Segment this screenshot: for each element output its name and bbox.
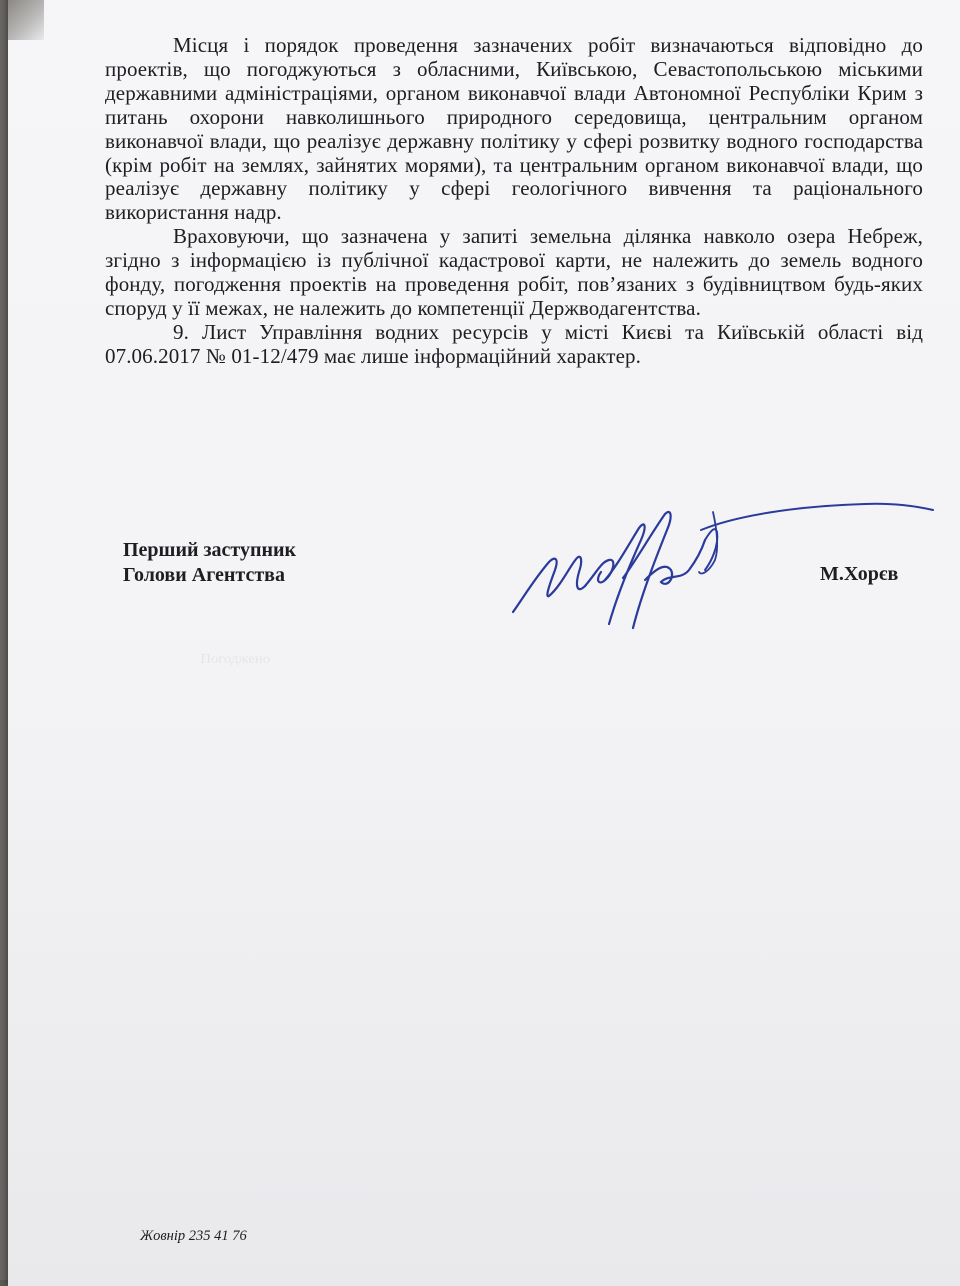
signatory-name: М.Хорєв [820,563,899,585]
executor-contact: Жовнір 235 41 76 [140,1228,247,1244]
signature-stroke-tall-2 [623,512,671,628]
letter-body [105,34,923,369]
signature-stroke-m [513,557,585,612]
paragraph-letter-reference: 9. Лист Управління водних ресурсів у місті Києві та Київській області від 07.06.2017 № 01-12/479 має лише інформаційний характер. [105,319,923,368]
position-line-1: Перший заступник [123,539,297,561]
signatory-position [123,538,296,588]
position-line-2: Голови Агентства [123,564,285,586]
faint-bleed-through-text: Погоджено [200,652,271,667]
paragraph-land-plot: Враховуючи, що зазначена у запиті земельна ділянка навколо озера Небреж, згідно з інформацією із публічної кадастрової карти, не належить до земель водного фонду, погодження проектів на проведення робіт, пов’язаних з будівництвом будь-яких споруд у її межах, не належить до компетенції Держводагентства. [105,224,923,320]
signature-stroke-flourish [701,504,933,530]
page-corner-shadow [8,0,44,40]
signature-stroke-hook [705,529,717,570]
signature-stroke-loop [585,560,613,586]
paragraph-procedure: Місця і порядок проведення зазначених робіт визначаються відповідно до проектів, що погоджуються з обласними, Київською, Севастопольською міськими державними адміністраціями, органом виконавчої влади Автономної Республіки Крим з питань охорони навколишнього природного середовища, центральним органом виконавчої влади, що реалізує державну політику у сфері розвитку водного господарства (крім робіт на землях, зайнятих морями), та центральним органом виконавчої влади, що реалізує державну політику у сфері геологічного вивчення та раціонального використання надр. [105,33,923,225]
